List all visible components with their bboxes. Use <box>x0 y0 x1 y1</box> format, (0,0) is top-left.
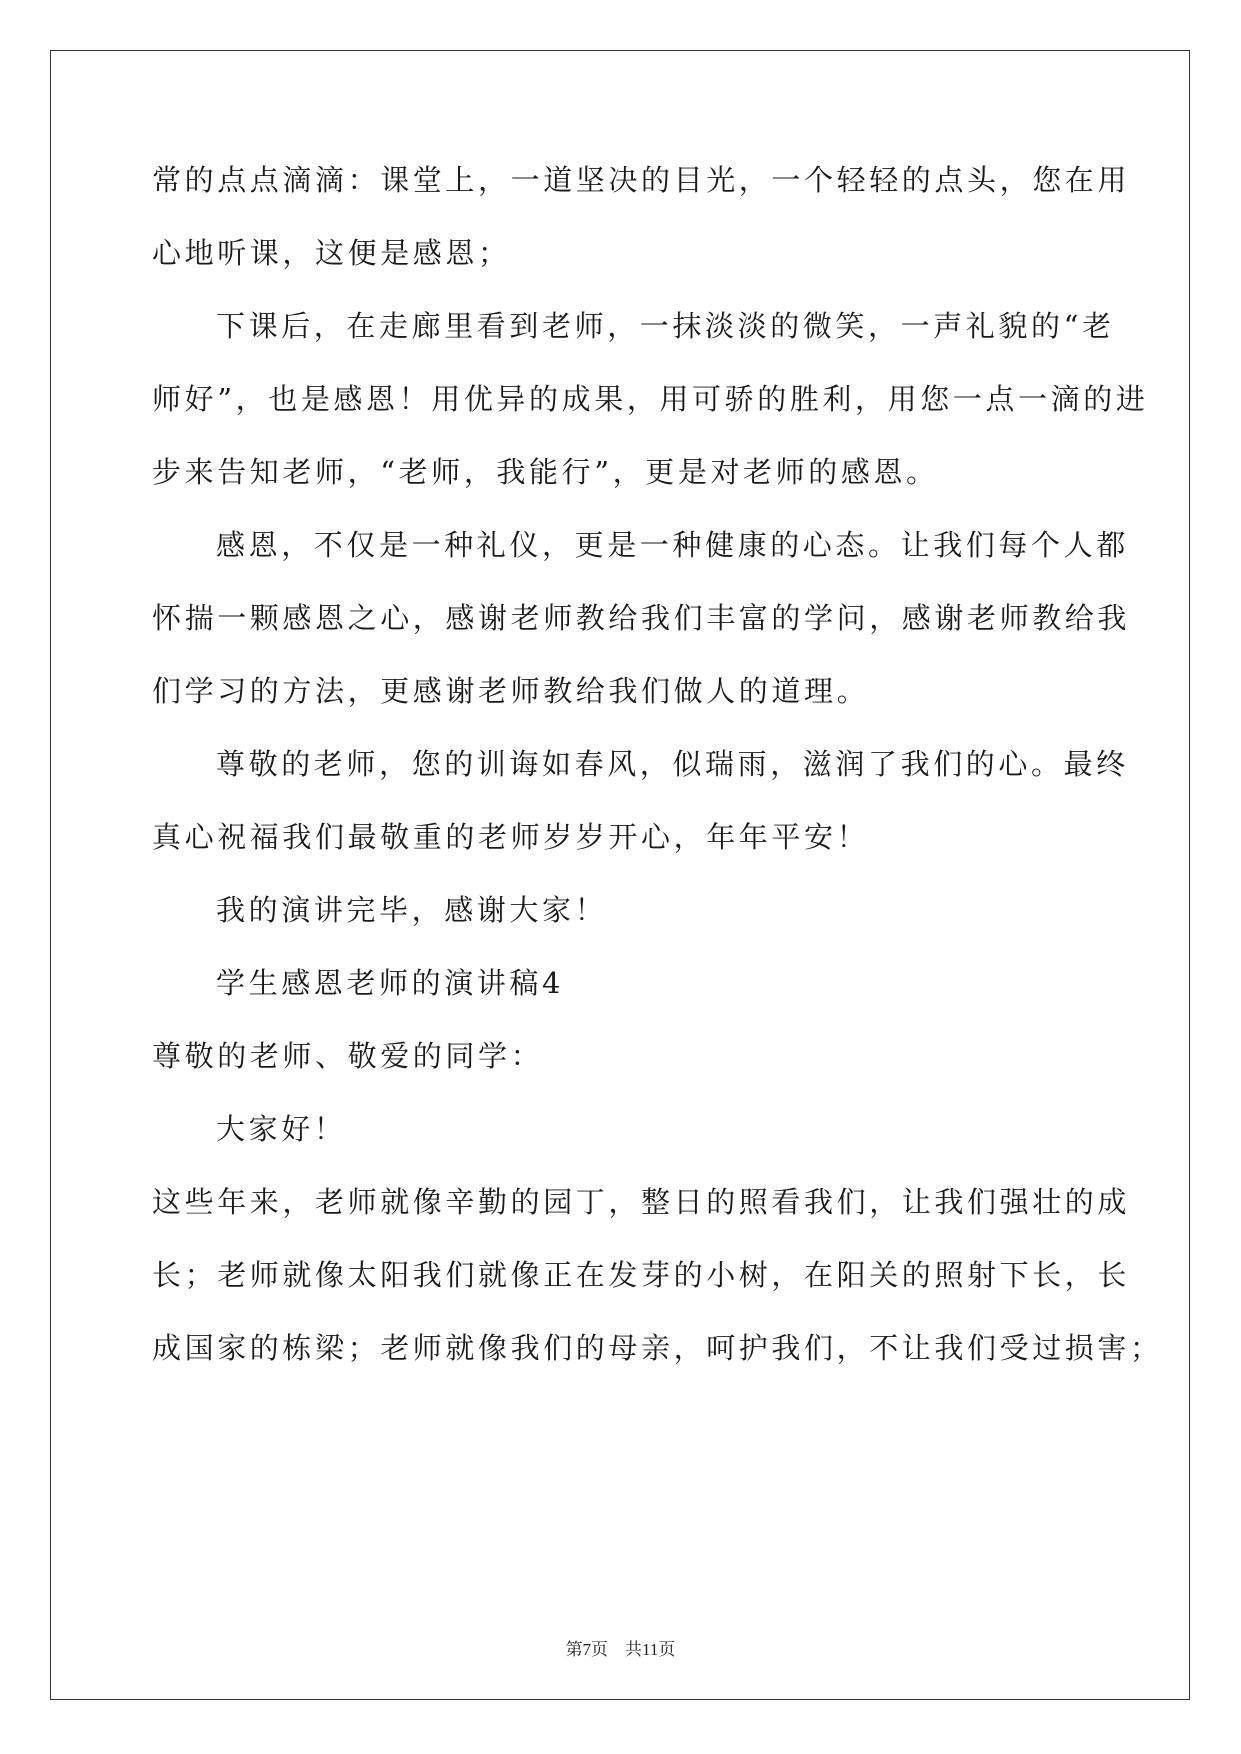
text-line: 心地听课，这便是感恩； <box>152 236 511 270</box>
text-line: 怀揣一颗感恩之心，感谢老师教给我们丰富的学问，感谢老师教给我 <box>152 601 1131 635</box>
page-number: 第7页 共11页 <box>565 1640 676 1659</box>
text-line: 常的点点滴滴：课堂上，一道坚决的目光，一个轻轻的点头，您在用 <box>152 163 1131 197</box>
text-line: 长；老师就像太阳我们就像正在发芽的小树，在阳关的照射下长，长 <box>152 1258 1131 1292</box>
text-line: 感恩，不仅是一种礼仪，更是一种健康的心态。让我们每个人都 <box>216 528 1129 562</box>
text-line: 真心祝福我们最敬重的老师岁岁开心，年年平安！ <box>152 820 870 854</box>
text-line: 我的演讲完毕，感谢大家！ <box>216 893 608 927</box>
text-line: 下课后，在走廊里看到老师，一抹淡淡的微笑，一声礼貌的“老 <box>216 309 1115 343</box>
text-line: 成国家的栋梁；老师就像我们的母亲，呵护我们，不让我们受过损害； <box>152 1331 1163 1365</box>
salutation: 尊敬的老师、敬爱的同学： <box>152 1039 544 1073</box>
page-border <box>50 50 1190 1700</box>
text-line: 们学习的方法，更感谢老师教给我们做人的道理。 <box>152 674 870 708</box>
text-line: 步来告知老师，“老师，我能行”，更是对老师的感恩。 <box>152 455 939 489</box>
section-title: 学生感恩老师的演讲稿4 <box>216 966 565 1000</box>
text-line: 尊敬的老师，您的训诲如春风，似瑞雨，滋润了我们的心。最终 <box>216 747 1129 781</box>
text-line: 这些年来，老师就像辛勤的园丁，整日的照看我们，让我们强壮的成 <box>152 1185 1131 1219</box>
text-line: 师好”，也是感恩！用优异的成果，用可骄的胜利，用您一点一滴的进 <box>152 382 1149 416</box>
greeting: 大家好！ <box>216 1112 347 1146</box>
